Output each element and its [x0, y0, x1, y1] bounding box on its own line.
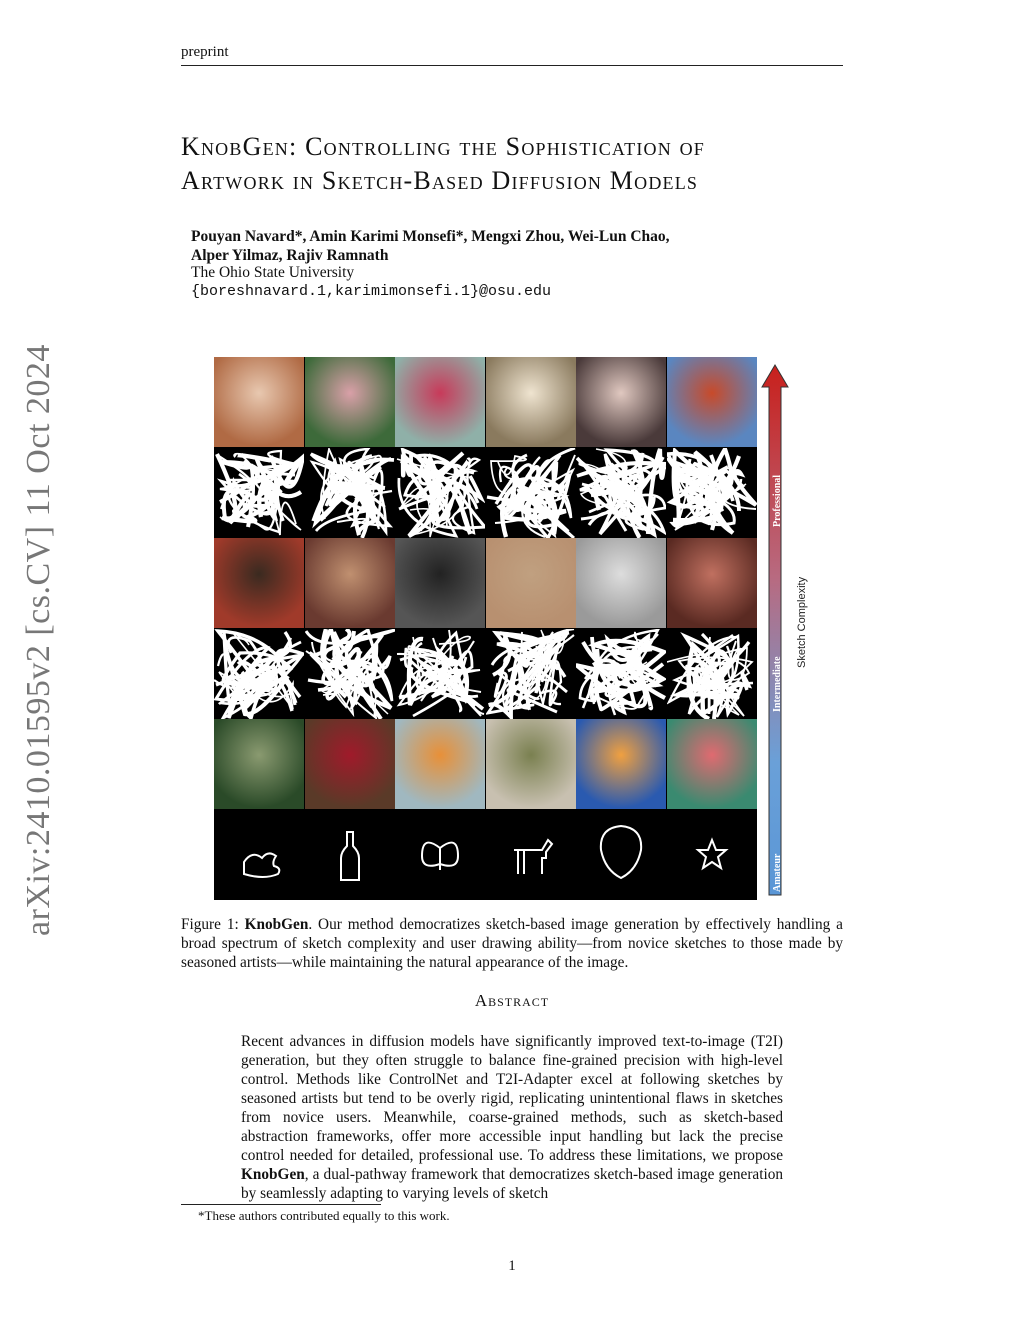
title-capital: M	[609, 166, 635, 195]
sketch-input	[486, 629, 576, 719]
title-capital: D	[491, 166, 512, 195]
generated-image	[576, 357, 666, 447]
title-smallcaps: iffusion	[511, 166, 610, 195]
duck-sketch-icon	[214, 810, 304, 900]
title-smallcaps: ontrolling the	[323, 132, 506, 161]
generated-image	[667, 719, 757, 809]
author-list	[191, 227, 670, 265]
balloon-sketch-icon	[576, 810, 666, 900]
title-capital: S	[321, 166, 338, 195]
abstract-bold: KnobGen	[241, 1166, 305, 1183]
header-rule	[181, 65, 843, 66]
author-line-1: Pouyan Navard*, Amin Karimi Monsefi*, Mengxi Zhou, Wei-Lun Chao,	[191, 228, 670, 245]
caption-bold: KnobGen	[244, 916, 309, 933]
affiliation: The Ohio State University	[191, 264, 355, 281]
sketch-input	[395, 629, 485, 719]
arxiv-stamp: arXiv:2410.01595v2 [cs.CV] 11 Oct 2024	[20, 344, 57, 936]
generated-image	[214, 538, 304, 628]
caption-label: Figure 1:	[181, 916, 245, 933]
title-smallcaps: ketch-	[337, 166, 414, 195]
generated-image	[395, 538, 485, 628]
title-smallcaps: odels	[634, 166, 699, 195]
sketch-input	[305, 448, 395, 538]
generated-image	[214, 357, 304, 447]
title-capital: B	[413, 166, 432, 195]
butterfly-sketch-icon	[395, 810, 485, 900]
sketch-input	[305, 629, 395, 719]
generated-image	[305, 538, 395, 628]
generated-image	[576, 719, 666, 809]
generated-image	[667, 538, 757, 628]
abstract-part-2: , a dual-pathway framework that democratizes sketch-based image generation by seamlessly adapting to varying levels of sketch	[241, 1166, 783, 1202]
generated-image	[305, 357, 395, 447]
footnote: *These authors contributed equally to this work.	[198, 1208, 450, 1223]
author-email: {boreshnavard.1,karimimonsefi.1}@osu.edu	[191, 283, 552, 300]
sketch-input	[214, 448, 304, 538]
page-number: 1	[508, 1258, 516, 1274]
title-capital: K	[181, 132, 201, 161]
level-label-professional: Professional	[772, 474, 783, 527]
title-smallcaps: ophistication of	[521, 132, 706, 161]
title-smallcaps: en:	[262, 132, 306, 161]
generated-image	[486, 719, 576, 809]
title-capital: S	[505, 132, 522, 161]
figure-1-grid	[214, 357, 757, 900]
sketch-input	[667, 629, 757, 719]
title-smallcaps: nob	[200, 132, 243, 161]
level-label-intermediate: Intermediate	[772, 656, 783, 712]
footnote-rule	[181, 1204, 381, 1205]
abstract-heading: Abstract	[474, 991, 550, 1010]
generated-image	[486, 357, 576, 447]
sketch-input	[576, 629, 666, 719]
author-line-2: Alper Yilmaz, Rajiv Ramnath	[191, 247, 389, 264]
star-sketch-icon	[667, 810, 757, 900]
header-label: preprint	[181, 44, 229, 60]
title-capital: A	[181, 166, 201, 195]
bottle-sketch-icon	[305, 810, 395, 900]
sketch-input	[576, 448, 666, 538]
sketch-complexity-arrow	[761, 363, 789, 897]
sketch-input	[667, 448, 757, 538]
sketch-complexity-label: Sketch Complexity	[796, 576, 808, 668]
title-smallcaps: rtwork in	[200, 166, 322, 195]
abstract-part-1: Recent advances in diffusion models have significantly improved text-to-image (T2I) generation, but they often struggle to balance fine-grained precision with high-level control. Methods like ControlNet and T2I-Adapter excel at following sketches by seasoned artists but tend to be overly rigid, replicating unintentional flaws in sketches from novice users. Meanwhile, coarse-grained methods, such as sketch-based abstraction frameworks, offer more accessible input handling but lack the precise control needed for detailed, professional use. To address these limitations, we propose	[241, 1033, 783, 1164]
generated-image	[214, 719, 304, 809]
sketch-input	[486, 448, 576, 538]
generated-image	[395, 719, 485, 809]
title-capital: C	[305, 132, 324, 161]
generated-image	[667, 357, 757, 447]
generated-image	[305, 719, 395, 809]
sketch-input	[214, 629, 304, 719]
paper-title-line-2	[181, 166, 698, 196]
paper-title-line-1	[181, 132, 705, 162]
title-smallcaps: ased	[431, 166, 492, 195]
level-label-amateur: Amateur	[772, 853, 783, 892]
generated-image	[486, 538, 576, 628]
deer-sketch-icon	[486, 810, 576, 900]
generated-image	[395, 357, 485, 447]
title-capital: G	[242, 132, 263, 161]
sketch-input	[395, 448, 485, 538]
generated-image	[576, 538, 666, 628]
caption-text: . Our method democratizes sketch-based image generation by effectively handling a broad spectrum of sketch complexity and user drawing ability—from novice sketches to those made by seasoned artists—while maintaining the natural appearance of the image.	[181, 916, 843, 971]
abstract-body	[241, 1032, 783, 1203]
figure-caption	[181, 915, 843, 972]
